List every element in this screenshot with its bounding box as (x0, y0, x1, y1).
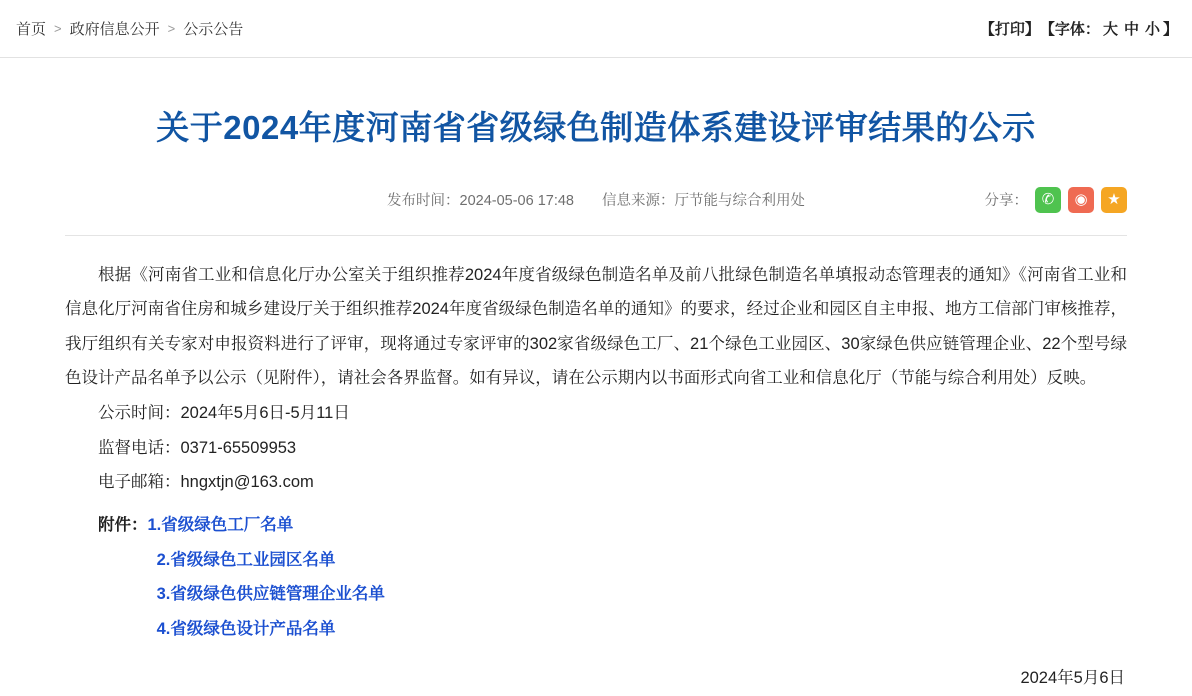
source-value: 厅节能与综合利用处 (674, 193, 805, 210)
breadcrumb (16, 18, 243, 39)
font-size-label-end: 】 (1162, 21, 1178, 38)
supervision-phone-line: 监督电话：0371-65509953 (98, 438, 297, 457)
breadcrumb-item-announcements[interactable]: 公示公告 (183, 21, 244, 38)
breadcrumb-item-home[interactable]: 首页 (16, 21, 47, 38)
attachment-list (65, 508, 1127, 647)
source-label: 信息来源： (602, 193, 675, 210)
attachment-row (98, 612, 1127, 647)
article-paragraph: 根据《河南省工业和信息化厅办公室关于组织推荐2024年度省级绿色制造名单及前八批绿色制造名单填报动态管理表的通知》《河南省工业和信息化厅河南省住房和城乡建设厅关于组织推荐2024年度省级绿色制造名单的通知》的要求，经过企业和园区自主申报、地方工信部门审核推荐，我厅组织有关专家对申报资料进行了评审，现将通过专家评审的302家省级绿色工厂、21个绿色工业园区、30家绿色供应链管理企业、22个型号绿色设计产品名单予以公示（见附件），请社会各界监督。如有异议，请在公示期内以书面形式向省工业和信息化厅（节能与综合利用处）反映。 (65, 265, 1127, 388)
font-size-label: 【字体： (1039, 21, 1100, 38)
breadcrumb-separator: > (167, 21, 176, 36)
attachment-link-2[interactable]: 2.省级绿色工业园区名单 (156, 550, 336, 569)
top-bar-tools (980, 18, 1178, 39)
date-signoff: 2024年5月6日 (1020, 668, 1125, 687)
page-title: 关于2024年度河南省省级绿色制造体系建设评审结果的公示 (156, 109, 1036, 146)
font-size-large-button[interactable]: 大 (1102, 21, 1118, 38)
publish-time-label: 发布时间： (387, 193, 460, 210)
weibo-icon[interactable]: ◉ (1068, 187, 1094, 213)
source (602, 189, 805, 210)
attachment-row (98, 508, 1127, 543)
share-group (985, 187, 1128, 213)
publish-time (387, 189, 574, 210)
article-container (65, 58, 1127, 695)
font-size-medium-button[interactable]: 中 (1123, 21, 1139, 38)
article-body (65, 236, 1127, 696)
attachment-row (98, 577, 1127, 612)
publish-time-value: 2024-05-06 17:48 (459, 193, 574, 210)
attachment-link-4[interactable]: 4.省级绿色设计产品名单 (156, 619, 336, 638)
print-button[interactable]: 【打印】 (979, 21, 1040, 38)
share-label: 分享： (984, 193, 1028, 210)
font-size-small-button[interactable]: 小 (1144, 21, 1160, 38)
breadcrumb-item-government-info[interactable]: 政府信息公开 (69, 21, 160, 38)
attachment-link-1[interactable]: 1.省级绿色工厂名单 (147, 516, 294, 535)
top-bar (0, 0, 1192, 58)
attachment-row (98, 543, 1127, 578)
favorite-icon[interactable]: ★ (1101, 187, 1127, 213)
notice-period-line: 公示时间：2024年5月6日-5月11日 (98, 404, 350, 423)
wechat-icon[interactable]: ✆ (1035, 187, 1061, 213)
attachment-label: 附件： (98, 516, 148, 535)
attachment-link-3[interactable]: 3.省级绿色供应链管理企业名单 (156, 585, 385, 604)
breadcrumb-separator: > (54, 21, 62, 36)
email-line: 电子邮箱：hngxtjn@163.com (98, 473, 314, 492)
article-meta (65, 187, 1127, 213)
